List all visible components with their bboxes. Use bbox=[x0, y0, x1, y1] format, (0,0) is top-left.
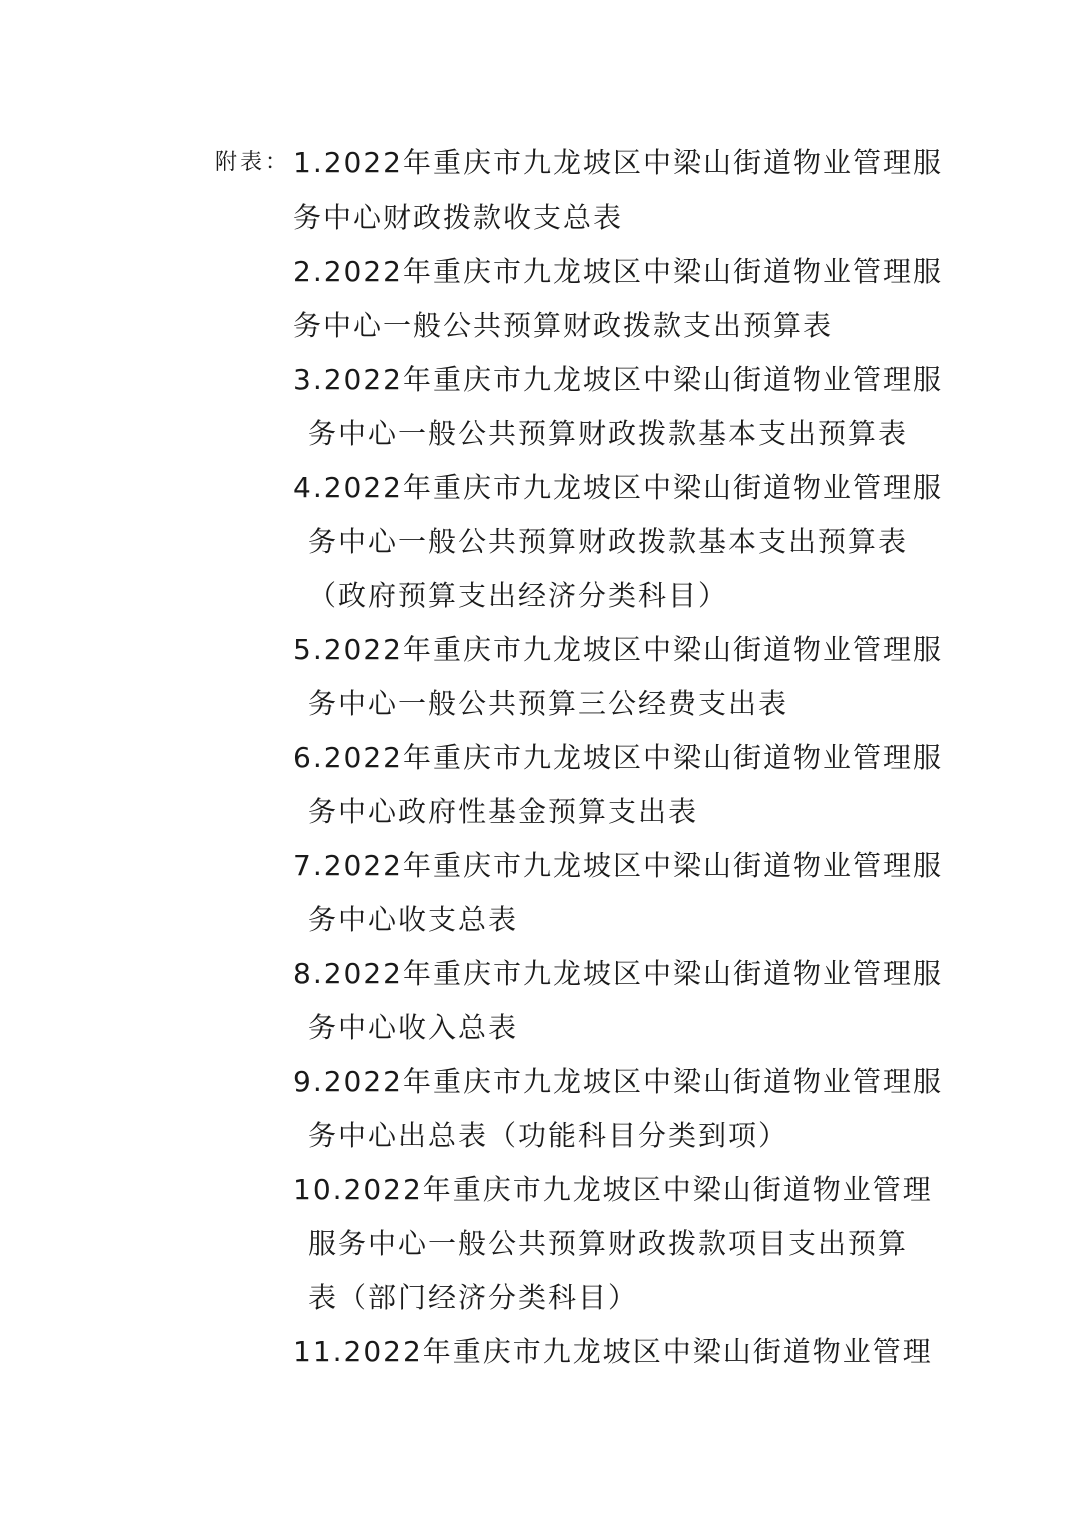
list-item-line: 务中心政府性基金预算支出表 bbox=[308, 795, 699, 828]
list-item-line: 务中心出总表（功能科目分类到项） bbox=[308, 1119, 789, 1152]
list-item-line: 务中心一般公共预算财政拨款基本支出预算表 bbox=[308, 417, 909, 450]
list-item-line: 9.2022年重庆市九龙坡区中梁山街道物业管理服 bbox=[293, 1065, 943, 1098]
list-item-line: 11.2022年重庆市九龙坡区中梁山街道物业管理 bbox=[293, 1335, 933, 1368]
list-item-line: 表（部门经济分类科目） bbox=[308, 1281, 639, 1314]
list-item-line: 务中心一般公共预算财政拨款支出预算表 bbox=[293, 309, 834, 342]
list-item-line: 服务中心一般公共预算财政拨款项目支出预算 bbox=[308, 1227, 909, 1260]
list-item-line: 务中心收入总表 bbox=[308, 1011, 519, 1044]
list-item-line: 7.2022年重庆市九龙坡区中梁山街道物业管理服 bbox=[293, 849, 943, 882]
list-item-line: 务中心一般公共预算三公经费支出表 bbox=[308, 687, 789, 720]
list-item-line: （政府预算支出经济分类科目） bbox=[308, 579, 729, 612]
list-item-line: 8.2022年重庆市九龙坡区中梁山街道物业管理服 bbox=[293, 957, 943, 990]
list-item-line: 1.2022年重庆市九龙坡区中梁山街道物业管理服 bbox=[293, 146, 943, 179]
list-item-line: 务中心收支总表 bbox=[308, 903, 519, 936]
list-item-line: 5.2022年重庆市九龙坡区中梁山街道物业管理服 bbox=[293, 633, 943, 666]
list-item-line: 6.2022年重庆市九龙坡区中梁山街道物业管理服 bbox=[293, 741, 943, 774]
list-item-line: 10.2022年重庆市九龙坡区中梁山街道物业管理 bbox=[293, 1173, 933, 1206]
attachment-label: 附表： bbox=[215, 150, 291, 175]
list-item-line: 务中心财政拨款收支总表 bbox=[293, 201, 624, 234]
list-item-line: 务中心一般公共预算财政拨款基本支出预算表 bbox=[308, 525, 909, 558]
list-item-line: 2.2022年重庆市九龙坡区中梁山街道物业管理服 bbox=[293, 255, 943, 288]
list-item-line: 3.2022年重庆市九龙坡区中梁山街道物业管理服 bbox=[293, 363, 943, 396]
list-item-line: 4.2022年重庆市九龙坡区中梁山街道物业管理服 bbox=[293, 471, 943, 504]
